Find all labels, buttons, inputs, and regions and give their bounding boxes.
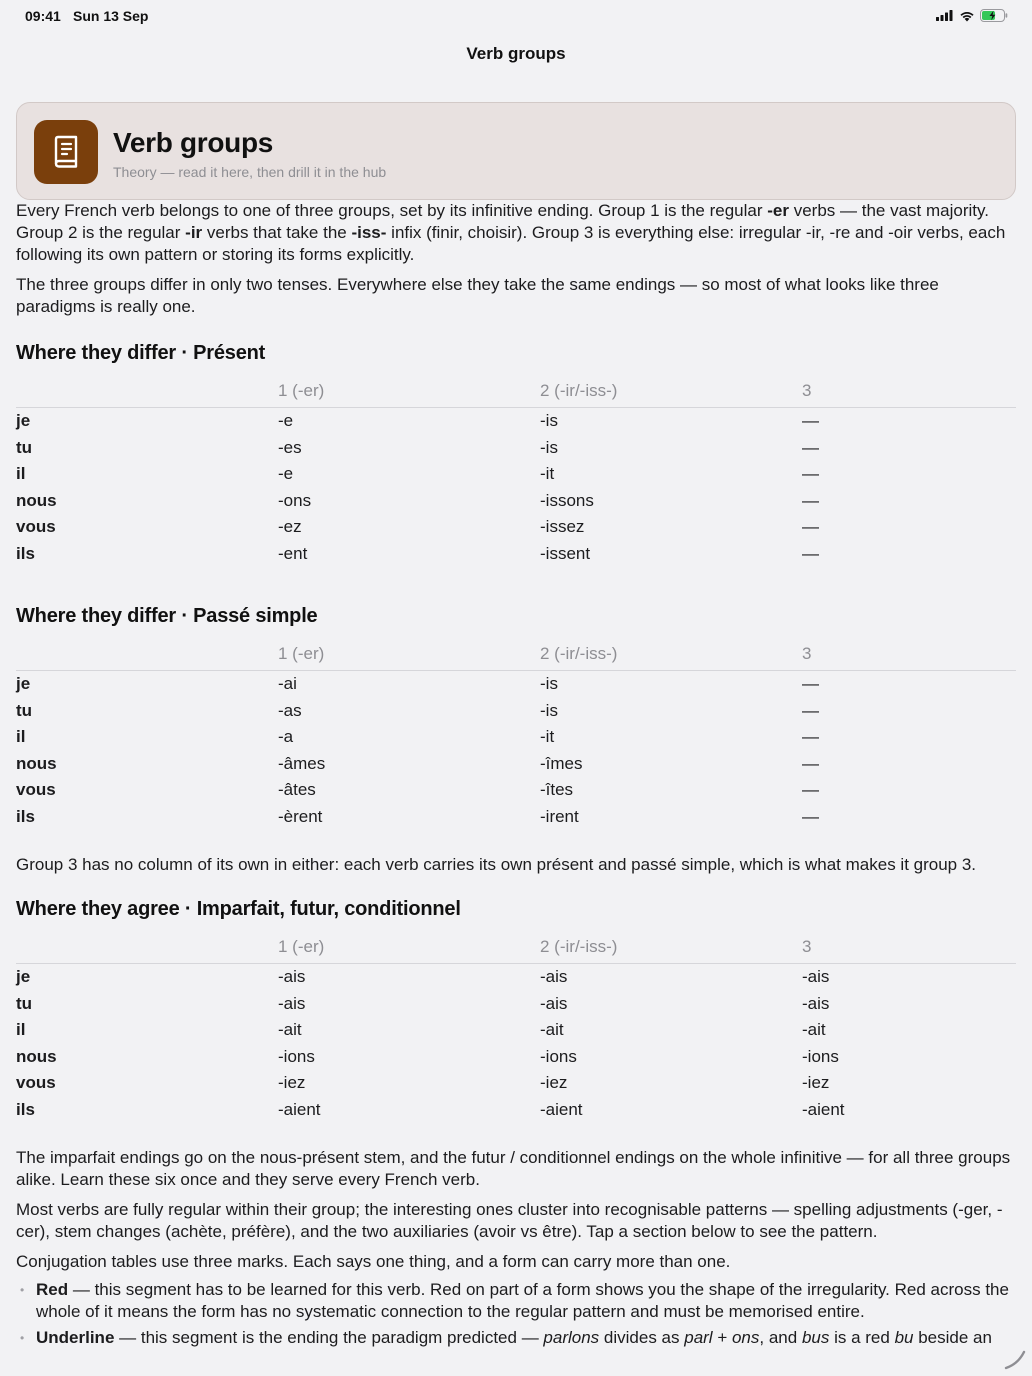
intro-text: verbs that take the xyxy=(202,223,352,242)
ending-cell: -aient xyxy=(540,1099,583,1119)
ending-cell: -it xyxy=(540,464,555,484)
ending-cell: -ait xyxy=(540,1020,564,1040)
list-item xyxy=(16,1327,1016,1349)
ending-cell: -èrent xyxy=(278,806,323,826)
ending-cell: -iez xyxy=(540,1073,568,1093)
ending-cell: -ent xyxy=(278,543,308,563)
ending-cell: — xyxy=(802,437,819,457)
ending-cell: -âtes xyxy=(278,780,316,800)
column-header-group1: 1 (-er) xyxy=(278,638,540,671)
status-time: 09:41 xyxy=(25,8,61,24)
intro-bold-ir: -ir xyxy=(185,223,203,242)
column-header-group2: 2 (-ir/-iss-) xyxy=(540,375,802,408)
column-header xyxy=(16,375,278,408)
ending-cell: -ez xyxy=(278,517,302,537)
ending-cell: -a xyxy=(278,727,294,747)
mark-example: parl xyxy=(684,1328,713,1347)
after-paragraph-3: Conjugation tables use three marks. Each says one thing, and a form can carry more than one. xyxy=(16,1252,731,1271)
pronoun-cell: je xyxy=(16,411,31,431)
mark-description: beside an xyxy=(913,1328,992,1347)
header-subtitle: Theory — read it here, then drill it in the hub xyxy=(113,164,387,180)
table-row xyxy=(16,724,1016,751)
ending-cell: -ions xyxy=(278,1046,315,1066)
pronoun-cell: je xyxy=(16,674,31,694)
ending-cell: -ions xyxy=(802,1046,839,1066)
ending-cell: -is xyxy=(540,674,558,694)
pronoun-cell: ils xyxy=(16,1099,35,1119)
ending-cell: — xyxy=(802,490,819,510)
table-row xyxy=(16,991,1016,1018)
ending-cell: -ai xyxy=(278,674,297,694)
ending-cell: — xyxy=(802,674,819,694)
header-card xyxy=(16,102,1016,200)
ending-cell: -îtes xyxy=(540,780,574,800)
ending-cell: -ais xyxy=(802,967,830,987)
ending-cell: -âmes xyxy=(278,753,326,773)
ending-cell: -issez xyxy=(540,517,585,537)
column-header-group1: 1 (-er) xyxy=(278,375,540,408)
table-row xyxy=(16,514,1016,541)
table-row xyxy=(16,461,1016,488)
column-header-group3: 3 xyxy=(802,375,1016,408)
ending-cell: -ions xyxy=(540,1046,577,1066)
ending-cell: -is xyxy=(540,437,558,457)
pronoun-cell: vous xyxy=(16,517,56,537)
table-row xyxy=(16,671,1016,698)
intro-paragraph-2: The three groups differ in only two tenses. Everywhere else they take the same endings — so most of what looks like three paradigms is really one. xyxy=(16,275,939,316)
table-row xyxy=(16,1044,1016,1071)
pronoun-cell: nous xyxy=(16,490,57,510)
table-row xyxy=(16,698,1016,725)
table-agree xyxy=(16,931,1016,1123)
main-content xyxy=(16,102,1016,1353)
ending-cell: -ais xyxy=(802,993,830,1013)
column-header-group2: 2 (-ir/-iss-) xyxy=(540,931,802,964)
table-row xyxy=(16,541,1016,568)
column-header-group3: 3 xyxy=(802,931,1016,964)
column-header-group3: 3 xyxy=(802,638,1016,671)
ending-cell: — xyxy=(802,806,819,826)
ending-cell: -is xyxy=(540,411,558,431)
pronoun-cell: il xyxy=(16,1020,26,1040)
ending-cell: -e xyxy=(278,464,294,484)
ending-cell: -ais xyxy=(540,967,568,987)
cellular-signal-icon xyxy=(936,10,954,21)
ending-cell: -iez xyxy=(802,1073,830,1093)
scroll-indicator[interactable] xyxy=(1004,1348,1026,1370)
mark-description: — this segment is the ending the paradigm predicted — xyxy=(114,1328,544,1347)
ending-cell: — xyxy=(802,727,819,747)
ending-cell: -îmes xyxy=(540,753,583,773)
pronoun-cell: ils xyxy=(16,543,35,563)
pronoun-cell: je xyxy=(16,967,31,987)
ending-cell: — xyxy=(802,753,819,773)
intro-bold-er: -er xyxy=(767,201,789,220)
table-row xyxy=(16,964,1016,991)
table-row xyxy=(16,488,1016,515)
intro-text: verbs — the vast majority. Group 2 is the regular xyxy=(16,201,989,242)
ending-cell: — xyxy=(802,543,819,563)
ending-cell: -it xyxy=(540,727,555,747)
table-row xyxy=(16,435,1016,462)
column-header xyxy=(16,931,278,964)
table-row xyxy=(16,1017,1016,1044)
nav-title: Verb groups xyxy=(466,44,566,63)
mark-description: + xyxy=(712,1328,732,1347)
after-paragraph-2: Most verbs are fully regular within their group; the interesting ones cluster into recognisable patterns — spelling adjustments (-ger, -cer), stem changes (achète, préfère), and the two auxiliaries (avoir vs être). Tap a section below to see the pattern. xyxy=(16,1200,1003,1241)
after-paragraph-1: The imparfait endings go on the nous-présent stem, and the futur / conditionnel endings on the whole infinitive — for all three groups alike. Learn these six once and they serve every French verb. xyxy=(16,1148,1011,1189)
table-present xyxy=(16,375,1016,567)
column-header xyxy=(16,638,278,671)
pronoun-cell: nous xyxy=(16,1046,57,1066)
mark-example: bu xyxy=(894,1328,914,1347)
pronoun-cell: ils xyxy=(16,806,35,826)
pronoun-cell: tu xyxy=(16,993,33,1013)
ending-cell: — xyxy=(802,411,819,431)
list-item xyxy=(16,1279,1016,1323)
mark-example: bus xyxy=(801,1328,830,1347)
ending-cell: -irent xyxy=(540,806,579,826)
ending-cell: -iez xyxy=(278,1073,306,1093)
group3-note: Group 3 has no column of its own in either: each verb carries its own présent and passé simple, which is what makes it group 3. xyxy=(16,855,977,874)
ending-cell: -ais xyxy=(278,993,306,1013)
ending-cell: -ait xyxy=(802,1020,826,1040)
battery-charging-icon xyxy=(980,9,1008,22)
ending-cell: -issons xyxy=(540,490,594,510)
wifi-icon xyxy=(959,10,975,22)
pronoun-cell: il xyxy=(16,464,26,484)
intro-bold-iss: -iss- xyxy=(351,223,387,242)
column-header-group1: 1 (-er) xyxy=(278,931,540,964)
status-bar xyxy=(0,0,1032,32)
ending-cell: -ais xyxy=(278,967,306,987)
ending-cell: -is xyxy=(540,700,558,720)
table-row xyxy=(16,408,1016,435)
marks-list xyxy=(16,1279,1016,1349)
table-row xyxy=(16,1097,1016,1124)
header-title: Verb groups xyxy=(113,127,274,158)
table-row xyxy=(16,804,1016,831)
intro-text: infix (finir, choisir). Group 3 is everything else: irregular -ir, -re and -oir verbs, each following its own pattern or storing its forms explicitly. xyxy=(16,223,1006,264)
ending-cell: -ait xyxy=(278,1020,302,1040)
section-title-agree: Where they agree · Imparfait, futur, conditionnel xyxy=(16,898,461,920)
pronoun-cell: tu xyxy=(16,437,33,457)
ending-cell: -issent xyxy=(540,543,591,563)
ending-cell: -e xyxy=(278,411,294,431)
mark-example: parlons xyxy=(543,1328,600,1347)
section-title-passe-simple: Where they differ · Passé simple xyxy=(16,605,318,627)
ending-cell: -aient xyxy=(802,1099,845,1119)
table-passe-simple xyxy=(16,638,1016,830)
status-icons xyxy=(936,9,1008,22)
mark-description: divides as xyxy=(599,1328,685,1347)
mark-description: , and xyxy=(759,1328,802,1347)
ending-cell: — xyxy=(802,517,819,537)
ending-cell: -ais xyxy=(540,993,568,1013)
pronoun-cell: nous xyxy=(16,753,57,773)
section-title-present: Where they differ · Présent xyxy=(16,342,266,364)
column-header-group2: 2 (-ir/-iss-) xyxy=(540,638,802,671)
ending-cell: — xyxy=(802,780,819,800)
mark-description: — this segment has to be learned for this verb. Red on part of a form shows you the shape of the irregularity. Red across the whole of it means the form has no systematic connection to the regular pattern and must be memorised entire. xyxy=(36,1280,1009,1321)
intro-paragraph-1 xyxy=(16,200,1016,266)
ending-cell: -ons xyxy=(278,490,312,510)
table-row xyxy=(16,1070,1016,1097)
mark-term-red: Red xyxy=(36,1280,69,1299)
header-icon-tile xyxy=(34,120,98,184)
table-row xyxy=(16,777,1016,804)
pronoun-cell: vous xyxy=(16,780,56,800)
book-icon xyxy=(51,135,81,169)
pronoun-cell: vous xyxy=(16,1073,56,1093)
ending-cell: -es xyxy=(278,437,302,457)
intro-text: Every French verb belongs to one of three groups, set by its infinitive ending. Group 1 is the regular xyxy=(16,201,768,220)
ending-cell: -as xyxy=(278,700,302,720)
ending-cell: — xyxy=(802,464,819,484)
ending-cell: — xyxy=(802,700,819,720)
mark-description: is a red xyxy=(829,1328,895,1347)
ending-cell: -aient xyxy=(278,1099,321,1119)
mark-example: ons xyxy=(731,1328,760,1347)
mark-term-underline: Underline xyxy=(36,1328,115,1347)
status-date: Sun 13 Sep xyxy=(73,8,149,24)
pronoun-cell: tu xyxy=(16,700,33,720)
table-row xyxy=(16,751,1016,778)
pronoun-cell: il xyxy=(16,727,26,747)
